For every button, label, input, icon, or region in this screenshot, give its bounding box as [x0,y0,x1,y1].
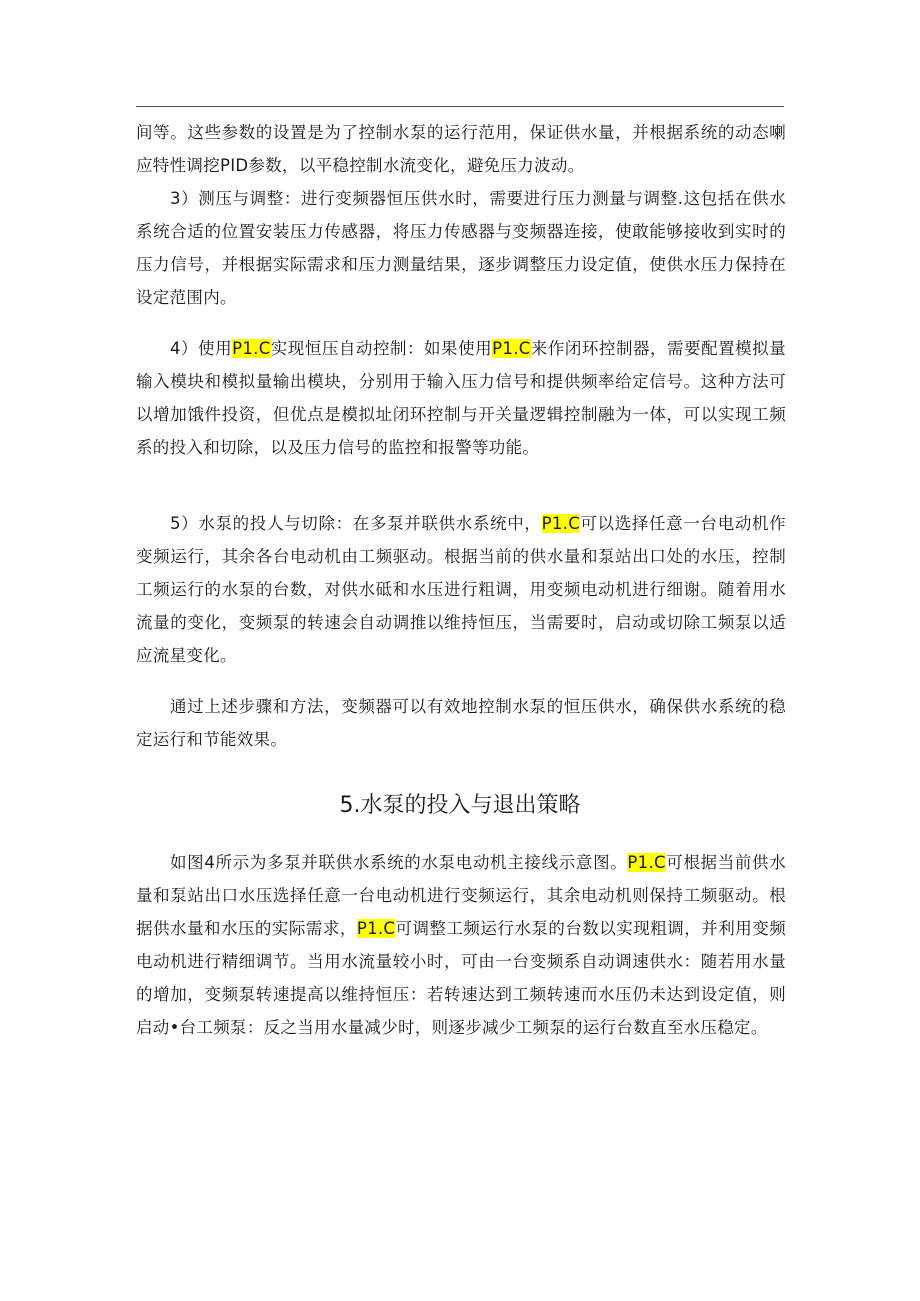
plc-highlight: P1.C [356,919,396,938]
paragraph-plc-control [136,332,786,464]
plc-highlight: P1.C [232,339,271,358]
header-rule [136,106,784,107]
p3-text-b: 实现恒压自动控制：如果使用 [270,339,493,358]
paragraph-params: 间等。这些参数的设置是为了控制水泵的运行范用，保证供水量，并根据系统的动态喇应特性调挖PID参数，以平稳控制水流变化，避免压力波动。 [136,123,786,175]
paragraph-pressure-measure: 3）测压与调整：进行变频器恒压供水时，需要进行压力测量与调整.这包括在供水系统合适的位置安装压力传感器，将压力传感器与变频器连接，使敢能够接收到实时的压力信号，并根据实际需求和压力测量结果，逐步调整压力设定值，使供水压力保持在设定范围内。 [136,189,786,307]
paragraph-strategy [136,846,786,1044]
p4-text-a: 5）水泵的投人与切除：在多泵并联供水系统中， [170,514,542,533]
section-heading: 5.水泵的投入与退出策略 [339,793,581,818]
plc-highlight: P1.C [492,339,531,358]
p6-text-a: 如图4所示为多泵并联供水系统的水泵电动机主接线示意图。 [170,853,628,872]
p3-text-a: 4）使用 [170,339,233,358]
plc-highlight: P1.C [541,514,581,533]
p6-text-b: 可根据当前供水量和泵站出口水压选择任意一台电动机进行变频运行，其余电动机则保持工频驱动。根据供水量和水压的实际需求， [136,853,786,938]
paragraph-pump-switch [136,507,786,672]
plc-highlight: P1.C [627,853,666,872]
p6-text-c: 可调整工频运行水泵的台数以实现粗调，并利用变频电动机进行精细调节。当用水流量较小时，可由一台变频系自动调速供水：随若用水量的增加，变频泵转速提高以维持恒压：若转速达到工频转速而水压仍未达到设定值，则启动•台工频泵：反之当用水量减少时，则逐步减少工频泵的运行台数直至水压稳定。 [136,919,786,1037]
paragraph-summary: 通过上述步骤和方法，变频器可以有效地控制水泵的恒压供水，确保供水系统的稳定运行和节能效果。 [136,697,786,749]
p3-text-c: 来作闭环控制器，需要配置模拟量输入模块和模拟量输出模块，分别用于输入压力信号和提供频率给定信号。这种方法可以增加饿件投资，但优点是模拟址闭环控制与开关量逻辑控制融为一体，可以实现工频系的投入和切除，以及压力信号的监控和报警等功能。 [136,339,787,457]
p4-text-b: 可以选择任意一台电动机作变频运行，其余各台电动机由工频驱动。根据当前的供水量和泵站出口处的水压，控制工频运行的水泵的台数，对供水砥和水压进行粗调，用变频电动机进行细谢。随着用水流量的变化，变频泵的转速会自动调推以维持恒压，当需要时，启动或切除工频泵以适应流星变化。 [136,514,786,665]
